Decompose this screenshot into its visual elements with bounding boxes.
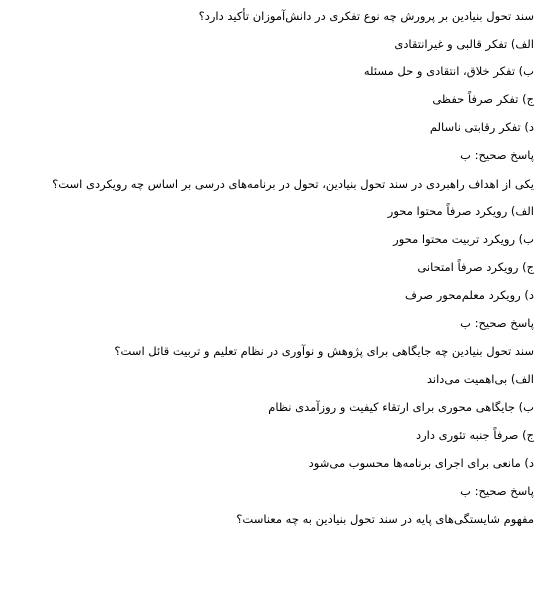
question-1-option-d: د) تفکر رقابتی ناسالم — [429, 120, 534, 134]
question-3-option-d: د) مانعی برای اجرای برنامه‌ها محسوب می‌شود — [308, 456, 534, 470]
question-1-option-b: ب) تفکر خلاق، انتقادی و حل مسئله — [363, 64, 534, 78]
question-2-answer: پاسخ صحیح: ب — [460, 316, 534, 330]
question-2-option-b: ب) رویکرد تربیت محتوا محور — [393, 232, 534, 246]
question-1-option-c: ج) تفکر صرفاً حفظی — [432, 92, 534, 106]
question-2-option-c: ج) رویکرد صرفاً امتحانی — [417, 260, 534, 274]
question-3-text: سند تحول بنیادین چه جایگاهی برای پژوهش و نوآوری در نظام تعلیم و تربیت قائل است؟ — [114, 344, 534, 358]
question-2-option-d: د) رویکرد معلم‌محور صرف — [405, 288, 534, 302]
question-3-answer: پاسخ صحیح: ب — [460, 484, 534, 498]
question-1-answer: پاسخ صحیح: ب — [460, 148, 534, 162]
question-3-option-c: ج) صرفاً جنبه تئوری دارد — [415, 428, 534, 442]
question-2-text: یکی از اهداف راهبردی در سند تحول بنیادین، تحول در برنامه‌های درسی بر اساس چه رویکردی است؟ — [52, 177, 534, 191]
question-3-option-b: ب) جایگاهی محوری برای ارتقاء کیفیت و روزآمدی نظام — [268, 400, 534, 414]
question-1-text: سند تحول بنیادین بر پرورش چه نوع تفکری در دانش‌آموزان تأکید دارد؟ — [198, 9, 534, 23]
question-3-option-a: الف) بی‌اهمیت می‌داند — [426, 372, 534, 386]
question-4-text: مفهوم شایستگی‌های پایه در سند تحول بنیادین به چه معناست؟ — [236, 512, 534, 526]
question-1-option-a: الف) تفکر قالبی و غیرانتقادی — [394, 37, 534, 51]
question-2-option-a: الف) رویکرد صرفاً محتوا محور — [387, 204, 534, 218]
